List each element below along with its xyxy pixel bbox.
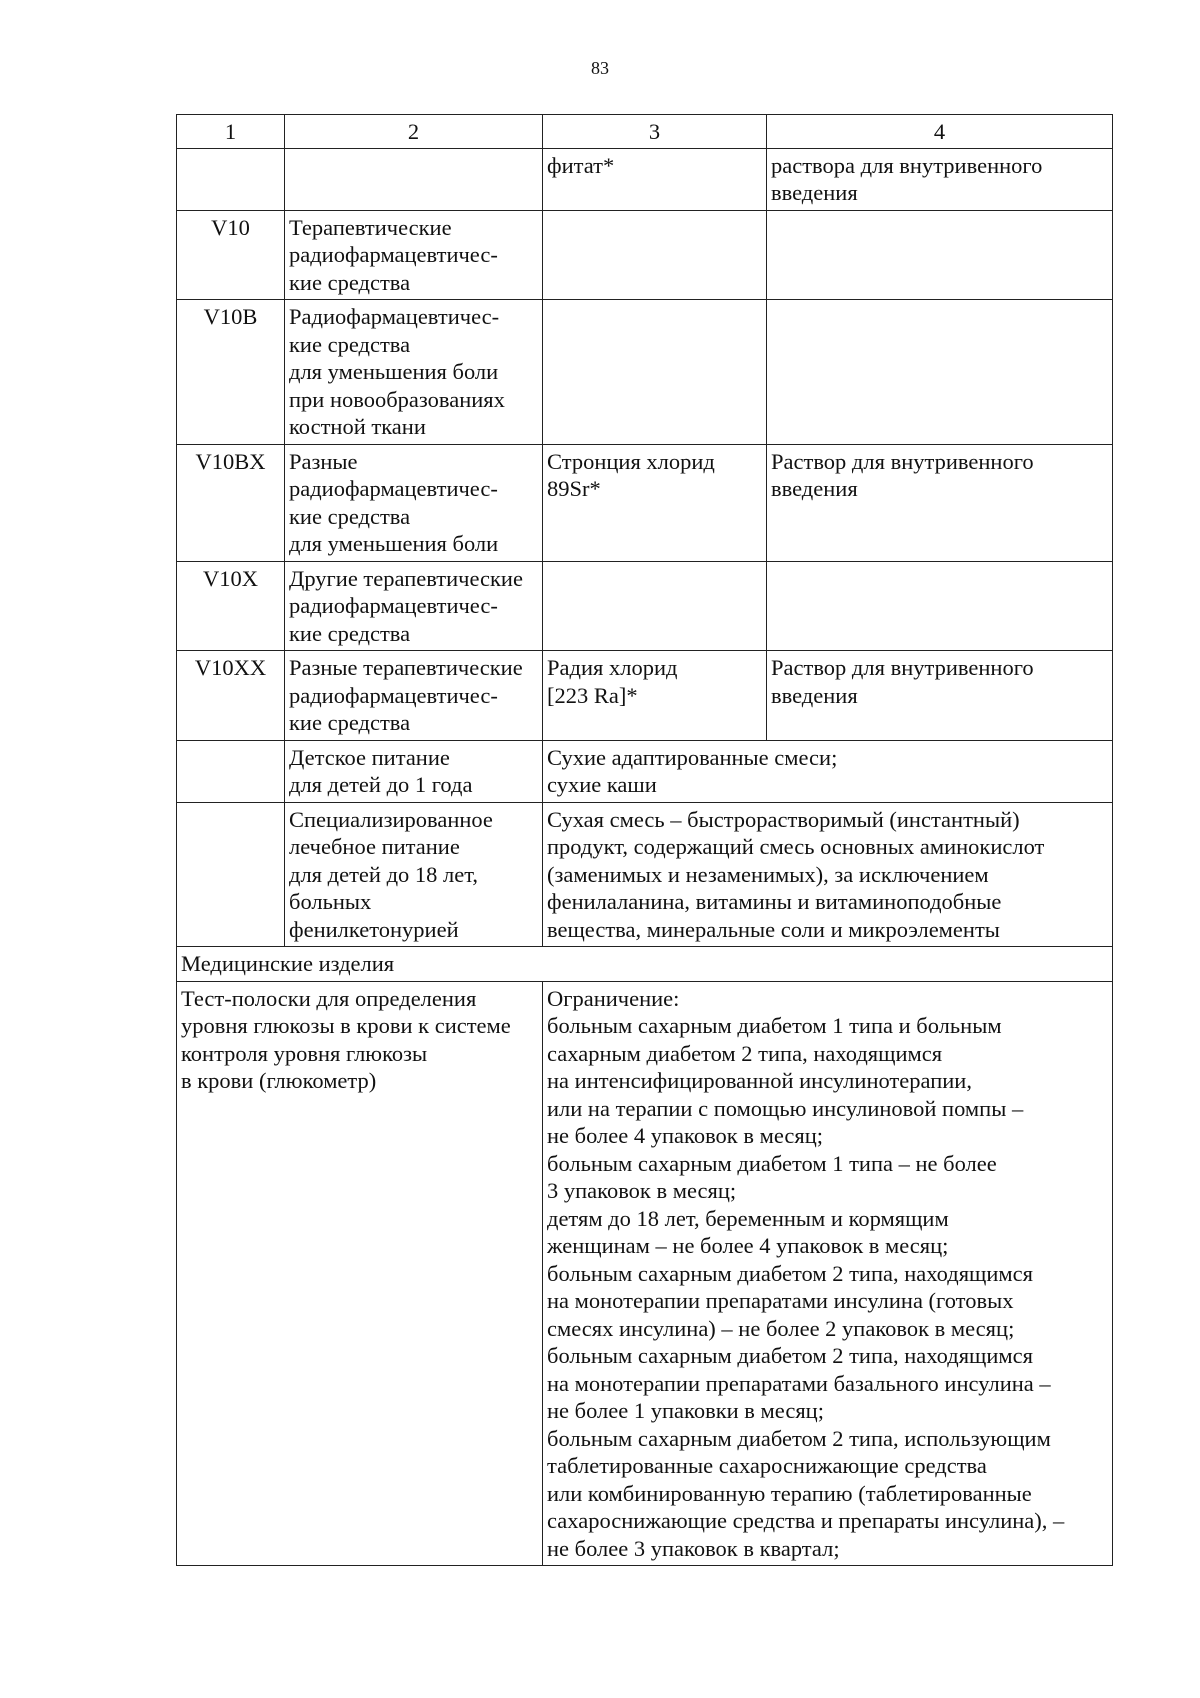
atc-code: V10X: [177, 561, 285, 651]
atc-code: [177, 740, 285, 802]
atc-code: [177, 148, 285, 210]
device-row: [177, 981, 1113, 1566]
atc-group: Другие терапевтические радиофармацевтичес- кие средства: [285, 561, 543, 651]
column-header: 4: [767, 115, 1113, 149]
dosage-form: раствора для внутривенного введения: [767, 148, 1113, 210]
table-row: [177, 300, 1113, 445]
drug-name: фитат*: [543, 148, 767, 210]
atc-code: [177, 802, 285, 947]
nutrition-row: [177, 802, 1113, 947]
column-header: 2: [285, 115, 543, 149]
table-row: [177, 444, 1113, 561]
column-header: 3: [543, 115, 767, 149]
section-title: Медицинские изделия: [177, 947, 1113, 982]
atc-group: [285, 148, 543, 210]
nutrition-row: [177, 740, 1113, 802]
dosage-form: [767, 210, 1113, 300]
drug-name: [543, 300, 767, 445]
drug-name: [543, 561, 767, 651]
dosage-form: [767, 561, 1113, 651]
drug-table: [176, 114, 1113, 1566]
table-row: [177, 148, 1113, 210]
atc-code: V10: [177, 210, 285, 300]
drug-name: Стронция хлорид 89Sr*: [543, 444, 767, 561]
device-restriction: Ограничение: больным сахарным диабетом 1 типа и больным сахарным диабетом 2 типа, находящимся на интенсифицированной инсулинотерапии, или на терапии с помощью инсулиновой помпы – не более 4 упаковок в месяц; больным сахарным диабетом 1 типа – не более 3 упаковок в месяц; детям до 18 лет, беременным и кормящим женщинам – не более 4 упаковок в месяц; больным сахарным диабетом 2 типа, находящимся на монотерапии препаратами инсулина (готовых смесях инсулина) – не более 2 упаковок в месяц; больным сахарным диабетом 2 типа, находящимся на монотерапии препаратами базального инсулина – не более 1 упаковки в месяц; больным сахарным диабетом 2 типа, использующим таблетированные сахароснижающие средства или комбинированную терапию (таблетированные сахароснижающие средства и препараты инсулина), – не более 3 упаковок в квартал;: [543, 981, 1113, 1566]
section-row: [177, 947, 1113, 982]
atc-code: V10B: [177, 300, 285, 445]
table-row: [177, 651, 1113, 741]
atc-group: Терапевтические радиофармацевтичес- кие средства: [285, 210, 543, 300]
page-number: 83: [591, 58, 609, 78]
dosage-form: Раствор для внутривенного введения: [767, 651, 1113, 741]
atc-code: V10BX: [177, 444, 285, 561]
drug-name: [543, 210, 767, 300]
nutrition-group: Детское питание для детей до 1 года: [285, 740, 543, 802]
atc-group: Разные терапевтические радиофармацевтичес- кие средства: [285, 651, 543, 741]
nutrition-group: Специализированное лечебное питание для детей до 18 лет, больных фенилкетонурией: [285, 802, 543, 947]
nutrition-description: Сухие адаптированные смеси; сухие каши: [543, 740, 1113, 802]
atc-code: V10XX: [177, 651, 285, 741]
nutrition-description: Сухая смесь – быстрорастворимый (инстантный) продукт, содержащий смесь основных аминокислот (заменимых и незаменимых), за исключением фенилаланина, витамины и витаминоподобные вещества, минеральные соли и микроэлементы: [543, 802, 1113, 947]
table-row: [177, 210, 1113, 300]
atc-group: Разные радиофармацевтичес- кие средства для уменьшения боли: [285, 444, 543, 561]
column-header: 1: [177, 115, 285, 149]
table-row: [177, 561, 1113, 651]
table-header-row: [177, 115, 1113, 149]
dosage-form: [767, 300, 1113, 445]
dosage-form: Раствор для внутривенного введения: [767, 444, 1113, 561]
atc-group: Радиофармацевтичес- кие средства для уменьшения боли при новообразованиях костной ткани: [285, 300, 543, 445]
drug-name: Радия хлорид [223 Ra]*: [543, 651, 767, 741]
device-name: Тест-полоски для определения уровня глюкозы в крови к системе контроля уровня глюкозы в крови (глюкометр): [177, 981, 543, 1566]
